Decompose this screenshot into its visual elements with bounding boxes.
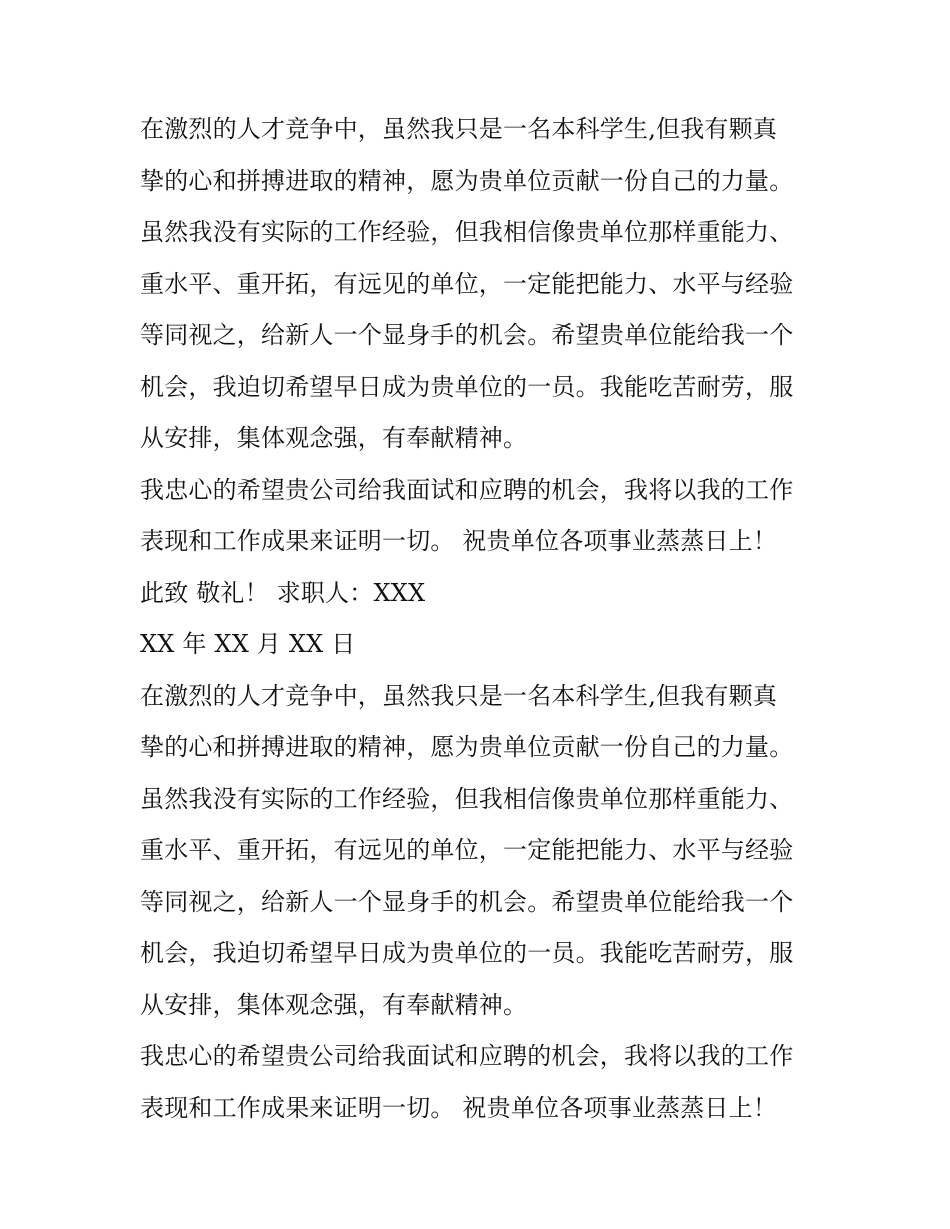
text-line: 在激烈的人才竞争中，虽然我只是一名本科学生,但我有颗真	[140, 115, 778, 143]
text-line: 从安排，集体观念强，有奉献精神。	[140, 990, 528, 1019]
text-line: 重水平、重开拓，有远见的单位，一定能把能力、水平与经验	[140, 269, 794, 298]
text-line: 表现和工作成果来证明一切。 祝贵单位各项事业蒸蒸日上！	[140, 527, 778, 555]
text-line: 虽然我没有实际的工作经验，但我相信像贵单位那样重能力、	[140, 218, 794, 246]
text-line: 虽然我没有实际的工作经验，但我相信像贵单位那样重能力、	[140, 784, 794, 813]
document-body	[140, 104, 830, 1134]
text-line: 挚的心和拼搏进取的精神，愿为贵单位贡献一份自己的力量。	[140, 166, 794, 195]
text-line: 等同视之，给新人一个显身手的机会。希望贵单位能给我一个	[140, 887, 794, 916]
date-line: XX 年 XX 月 XX 日	[140, 630, 356, 658]
text-line: 挚的心和拼搏进取的精神，愿为贵单位贡献一份自己的力量。	[140, 733, 794, 761]
text-line: 机会，我迫切希望早日成为贵单位的一员。我能吃苦耐劳，服	[140, 939, 794, 967]
text-line: 我忠心的希望贵公司给我面试和应聘的机会，我将以我的工作	[140, 1042, 794, 1070]
text-line: 表现和工作成果来证明一切。 祝贵单位各项事业蒸蒸日上！	[140, 1093, 778, 1122]
text-line: 重水平、重开拓，有远见的单位，一定能把能力、水平与经验	[140, 836, 794, 864]
closing-line: 此致 敬礼！ 求职人：XXX	[140, 578, 426, 607]
text-line: 我忠心的希望贵公司给我面试和应聘的机会，我将以我的工作	[140, 475, 794, 504]
text-line: 在激烈的人才竞争中，虽然我只是一名本科学生,但我有颗真	[140, 681, 778, 710]
text-line: 从安排，集体观念强，有奉献精神。	[140, 424, 528, 452]
text-line: 机会，我迫切希望早日成为贵单位的一员。我能吃苦耐劳，服	[140, 372, 794, 401]
text-line: 等同视之，给新人一个显身手的机会。希望贵单位能给我一个	[140, 321, 794, 349]
